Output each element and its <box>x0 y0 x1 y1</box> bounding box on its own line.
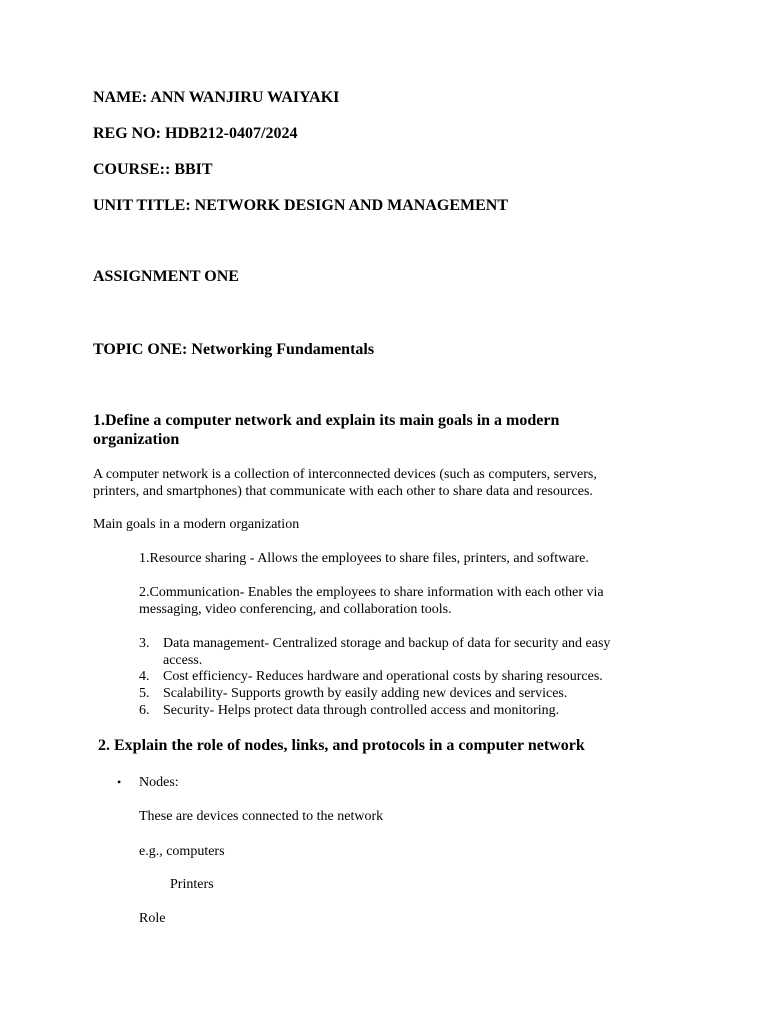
list-number: 3. <box>139 636 150 651</box>
q1-heading-line1: 1.Define a computer network and explain its main goals in a modern <box>93 412 560 429</box>
course: COURSE:: BBIT <box>93 161 213 178</box>
list-item-text: Scalability- Supports growth by easily adding new devices and services. <box>163 686 568 701</box>
list-number: 5. <box>139 686 150 701</box>
list-number: 6. <box>139 703 150 718</box>
nodes-description: These are devices connected to the network <box>139 809 384 824</box>
list-item-text: Data management- Centralized storage and backup of data for security and easy <box>163 636 611 651</box>
reg-number: REG NO: HDB212-0407/2024 <box>93 125 298 142</box>
q1-heading-line2: organization <box>93 431 180 448</box>
list-item-text: Cost efficiency- Reduces hardware and operational costs by sharing resources. <box>163 669 603 684</box>
bullet-icon: • <box>117 775 122 789</box>
assignment-title: ASSIGNMENT ONE <box>93 268 239 285</box>
list-item-text: Security- Helps protect data through controlled access and monitoring. <box>163 703 560 718</box>
q1-definition-line1: A computer network is a collection of interconnected devices (such as computers, servers, <box>93 467 597 482</box>
q1-goal2-line1: 2.Communication- Enables the employees to share information with each other via <box>139 585 604 600</box>
q1-definition-line2: printers, and smartphones) that communicate with each other to share data and resources. <box>93 484 593 499</box>
list-number: 4. <box>139 669 150 684</box>
q2-heading: 2. Explain the role of nodes, links, and protocols in a computer network <box>98 737 585 754</box>
list-item-text-continued: access. <box>163 653 203 668</box>
unit-title: UNIT TITLE: NETWORK DESIGN AND MANAGEMENT <box>93 197 509 214</box>
q1-goal2-line2: messaging, video conferencing, and collaboration tools. <box>139 602 452 617</box>
nodes-example: e.g., computers <box>139 844 225 859</box>
topic-title: TOPIC ONE: Networking Fundamentals <box>93 341 375 358</box>
nodes-label: Nodes: <box>139 775 179 790</box>
nodes-example-printers: Printers <box>170 877 214 892</box>
q1-goals-intro: Main goals in a modern organization <box>93 517 300 532</box>
q1-goal1: 1.Resource sharing - Allows the employees to share files, printers, and software. <box>139 551 589 566</box>
role-label: Role <box>139 911 166 926</box>
student-name: NAME: ANN WANJIRU WAIYAKI <box>93 89 340 106</box>
